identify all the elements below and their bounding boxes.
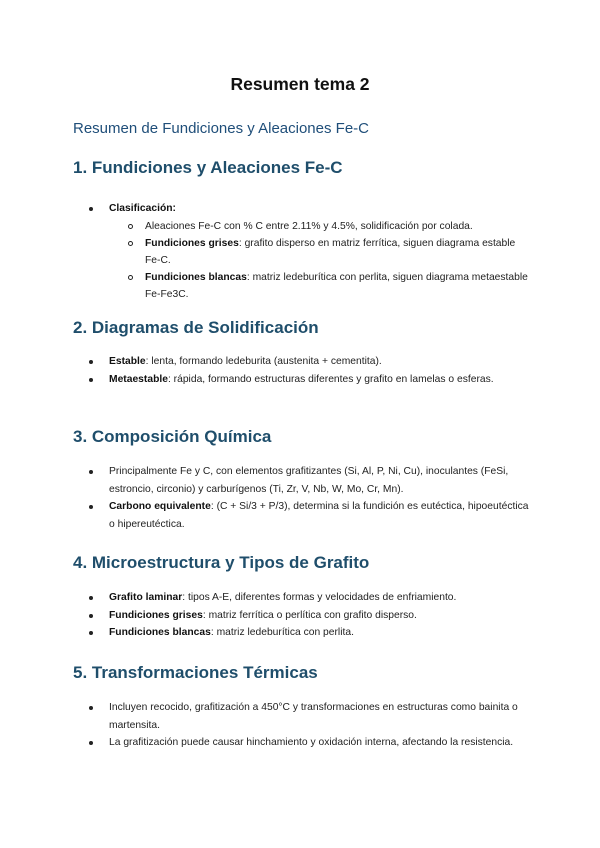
list-item <box>73 607 533 625</box>
item-label: Fundiciones blancas <box>145 271 247 283</box>
list-item <box>73 371 533 389</box>
bullet-list <box>73 353 533 388</box>
list-item <box>73 734 533 752</box>
section-diagramas <box>73 318 533 388</box>
item-label: Carbono equivalente <box>109 501 211 512</box>
item-text: : grafito disperso en matriz ferrítica, siguen diagrama estable Fe-C. <box>145 237 516 266</box>
bullet-icon <box>89 614 93 618</box>
item-label: Fundiciones blancas <box>109 627 211 638</box>
section-heading: 3. Composición Química <box>73 427 272 446</box>
item-text: : matriz ferrítica o perlítica con grafito disperso. <box>202 609 417 621</box>
bullet-list <box>73 589 533 642</box>
section-microestructura <box>73 553 533 642</box>
bullet-icon <box>89 631 93 635</box>
section-heading: 4. Microestructura y Tipos de Grafito <box>73 553 370 572</box>
list-item <box>73 624 533 642</box>
circle-bullet-icon <box>128 275 133 280</box>
item-text: La grafitización puede causar hinchamiento y oxidación interna, afectando la resistencia. <box>109 737 514 748</box>
list-item <box>73 200 533 303</box>
section-transformaciones <box>73 663 533 752</box>
circle-bullet-icon <box>128 224 133 229</box>
bullet-icon <box>89 207 93 211</box>
bullet-icon <box>89 378 93 382</box>
circle-bullet-icon <box>128 241 133 246</box>
item-text: : matriz ledeburítica con perlita. <box>210 627 354 638</box>
item-text: Principalmente Fe y C, con elementos grafitizantes (Si, Al, P, Ni, Cu), inoculantes (FeSi, estroncio, circonio) y carburígenos (Ti, Zr, V, Nb, W, Mo, Cr, Mn). <box>109 466 509 495</box>
section-composicion <box>73 427 533 533</box>
bullet-icon <box>89 596 93 600</box>
item-text: : tipos A-E, diferentes formas y velocidades de enfriamiento. <box>182 592 457 603</box>
bullet-icon <box>89 706 93 710</box>
item-text: Incluyen recocido, grafitización a 450°C y transformaciones en estructuras como bainita o martensita. <box>109 702 518 731</box>
sub-list-item <box>109 218 533 235</box>
item-label: Grafito laminar <box>109 592 183 603</box>
section-fundiciones <box>73 158 533 303</box>
item-text: Aleaciones Fe-C con % C entre 2.11% y 4.5%, solidificación por colada. <box>145 220 473 232</box>
item-label: Fundiciones grises <box>109 609 203 621</box>
item-label: Estable <box>109 356 146 367</box>
bullet-icon <box>89 470 93 474</box>
item-label: Fundiciones grises <box>145 237 239 249</box>
bullet-icon <box>89 360 93 364</box>
bullet-list <box>73 463 533 533</box>
sub-list-item <box>109 269 533 303</box>
item-text: : rápida, formando estructuras diferentes y grafito en lamelas o esferas. <box>167 373 494 385</box>
bullet-list <box>73 200 533 303</box>
document-subtitle: Resumen de Fundiciones y Aleaciones Fe-C <box>73 120 369 137</box>
list-item <box>73 353 533 371</box>
item-text: : (C + Si/3 + P/3), determina si la fundición es eutéctica, hipoeutéctica o hipereutéctica. <box>109 501 529 530</box>
section-heading: 5. Transformaciones Térmicas <box>73 663 318 682</box>
sub-list-item <box>109 235 533 269</box>
section-heading: 2. Diagramas de Solidificación <box>73 318 319 337</box>
item-text: : lenta, formando ledeburita (austenita + cementita). <box>145 356 382 367</box>
page-title: Resumen tema 2 <box>230 74 370 94</box>
list-item <box>73 498 533 533</box>
item-label: Metaestable <box>109 373 168 385</box>
list-item <box>73 699 533 734</box>
list-item <box>73 463 533 498</box>
item-label: Clasificación: <box>109 203 176 214</box>
bullet-icon <box>89 741 93 745</box>
section-heading: 1. Fundiciones y Aleaciones Fe-C <box>73 158 343 177</box>
bullet-icon <box>89 505 93 509</box>
list-item <box>73 589 533 607</box>
bullet-list <box>73 699 533 752</box>
sub-list <box>109 218 533 303</box>
item-text: : matriz ledeburítica con perlita, siguen diagrama metaestable Fe-Fe3C. <box>145 271 528 300</box>
